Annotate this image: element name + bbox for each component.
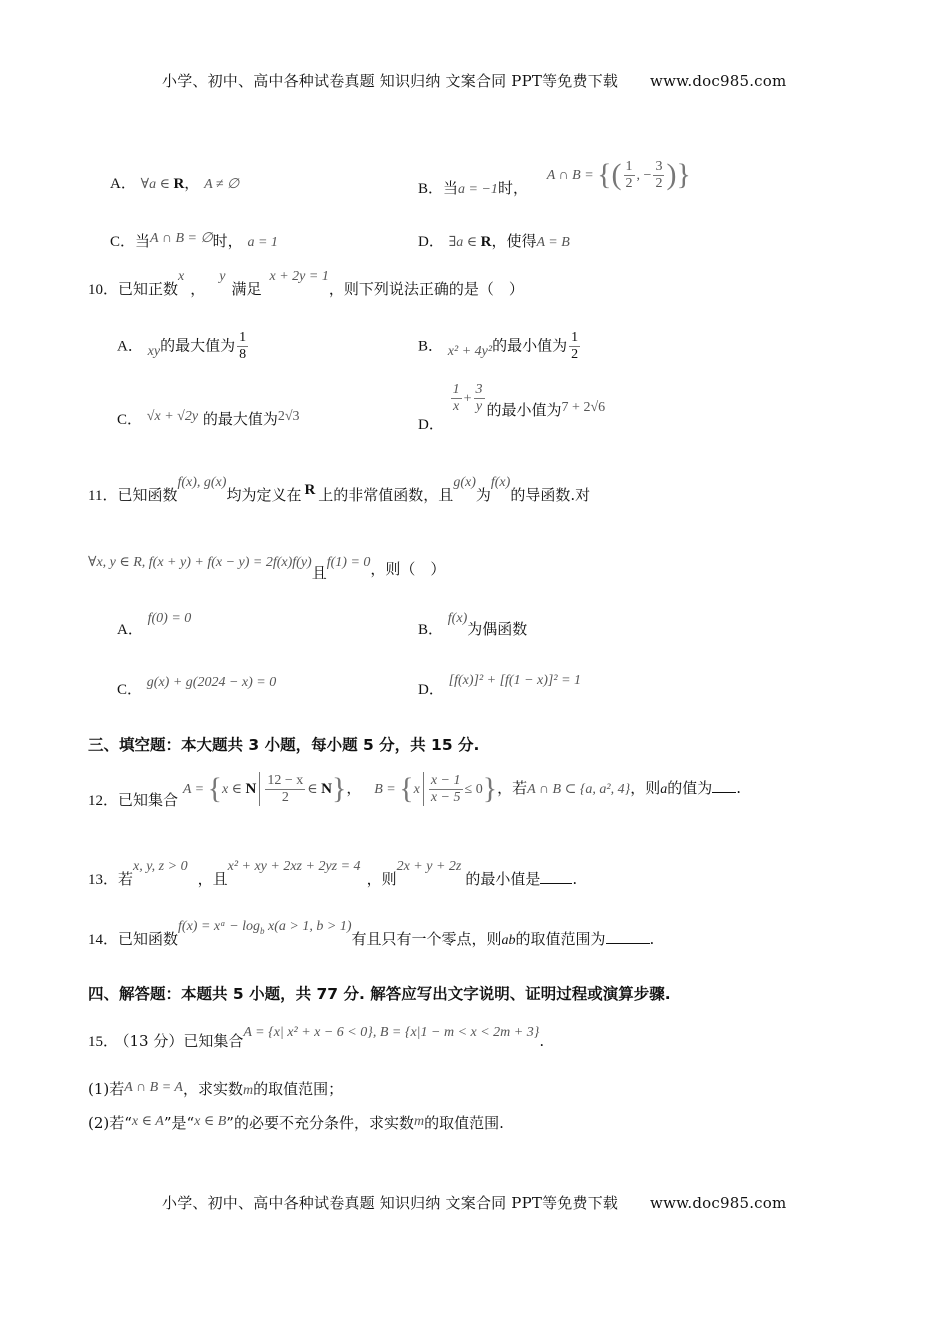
math-expr: ∃a ∈ xyxy=(448,235,481,250)
text: 上的非常值函数，且 xyxy=(318,486,454,504)
question-15-part-1 xyxy=(88,1078,343,1099)
page-header xyxy=(162,70,786,91)
text: 满足 xyxy=(231,280,262,298)
text: ，则 xyxy=(630,779,661,797)
option-label: D． xyxy=(418,234,444,250)
math-expr: y xyxy=(219,269,226,284)
frac-den: 2 xyxy=(571,347,579,362)
math-expr: x xyxy=(413,782,420,797)
text: ，则 xyxy=(366,870,397,888)
text: 的取值范围； xyxy=(253,1080,344,1098)
q9-option-a xyxy=(110,172,239,193)
text: ，且 xyxy=(197,870,228,888)
math-expr: f(1) = 0 xyxy=(326,555,371,570)
question-number: 13． xyxy=(88,872,119,888)
real-set-symbol: R xyxy=(173,176,185,192)
text: 若 xyxy=(118,870,134,888)
math-expr: x ∈ A xyxy=(131,1114,164,1129)
answer-blank[interactable] xyxy=(540,871,572,884)
q11-option-c xyxy=(117,675,277,699)
math-expr: f(x) = xᵃ − log xyxy=(178,919,261,934)
natural-set-symbol: N xyxy=(245,781,257,797)
math-expr: x, y, z > 0 xyxy=(133,859,188,874)
separator: ， xyxy=(184,174,200,192)
text: 时， xyxy=(212,232,243,250)
text: . xyxy=(736,779,742,797)
question-15-part-2 xyxy=(88,1112,504,1133)
text: 已知正数 xyxy=(118,280,179,298)
math-expr: x ∈ xyxy=(221,782,246,797)
option-label: C． xyxy=(110,234,136,250)
plus: + xyxy=(463,391,472,407)
text: ，若 xyxy=(497,779,528,797)
text: 的最大值为 xyxy=(160,336,236,355)
math-var: m xyxy=(242,1083,254,1098)
q9-option-d xyxy=(418,230,570,251)
real-set-symbol: R xyxy=(480,234,492,250)
math-expr: A ∩ B = xyxy=(546,168,598,183)
math-expr: A ∩ B ⊂ {a, a², 4} xyxy=(527,782,631,797)
option-label: A． xyxy=(110,176,136,192)
text: 的最小值是 xyxy=(465,870,541,888)
text: 时， xyxy=(497,179,528,197)
text: 为偶函数 xyxy=(467,620,528,638)
question-12: 12．已知集合 A = {x ∈ N $\frac{12 - x}{2}$ ∈ N}， B = {x $\frac{x - 1}{x - 5}$ ≤ 0}，若A ∩ B ⊂ {a, a², 4}，则a的值为 . xyxy=(88,772,742,809)
math-expr: x² + xy + 2xz + 2yz = 4 xyxy=(227,859,361,874)
question-11-line2 xyxy=(88,555,446,582)
question-number: 14． xyxy=(88,932,119,948)
math-expr: √x + √2y xyxy=(146,409,199,424)
frac-num: 1 xyxy=(239,330,247,345)
q11-option-d xyxy=(418,673,582,699)
option-label: D． xyxy=(418,682,444,698)
frac-num: x − 1 xyxy=(430,772,461,788)
text: . xyxy=(649,930,655,948)
text: 的导函数.对 xyxy=(510,486,591,504)
question-number: 12． xyxy=(88,793,119,809)
q9-option-b: B．当a = −1时， A ∩ B = {( $\frac{1}{2}$ , − $\frac{3}{2}$ )} xyxy=(418,158,691,197)
text: . xyxy=(572,870,578,888)
header-url: www.doc985.com xyxy=(650,72,787,90)
math-expr: ∈ xyxy=(307,782,322,797)
q10-option-c xyxy=(117,408,300,429)
page-footer xyxy=(162,1192,786,1213)
section-3-heading: 三、填空题：本大题共 3 小题，每小题 5 分，共 15 分. xyxy=(88,736,480,754)
text: 的最小值为 xyxy=(492,336,568,355)
math-expr: f(x) xyxy=(490,475,511,490)
math-expr: x + 2y = 1 xyxy=(269,269,329,284)
math-expr: x xyxy=(178,269,185,284)
frac-num: 1 xyxy=(571,330,579,345)
q11-option-a xyxy=(117,611,192,639)
math-expr: [f(x)]² + [f(1 − x)]² = 1 xyxy=(448,673,582,688)
math-expr: 2x + y + 2z xyxy=(396,859,462,874)
frac-num: 12 − x xyxy=(267,772,304,788)
text: ，使得 xyxy=(491,232,537,250)
text: （13 分）已知集合 xyxy=(122,1032,244,1050)
text: 且 xyxy=(311,564,327,582)
math-expr: ∀x, y ∈ R, f(x + y) + f(x − y) = 2f(x)f(y) xyxy=(88,555,312,570)
math-expr: A ≠ ∅ xyxy=(204,177,240,192)
frac-den: x − 5 xyxy=(430,789,461,805)
text: 已知集合 xyxy=(118,791,179,809)
option-label: C． xyxy=(117,412,143,428)
text: 的最小值为 xyxy=(486,400,562,419)
math-expr: g(x) xyxy=(453,475,476,490)
math-expr: ≤ 0 xyxy=(464,782,483,797)
header-text: 小学、初中、高中各种试卷真题 知识归纳 文案合同 PPT等免费下载 xyxy=(162,72,619,90)
text: 已知函数 xyxy=(117,486,178,504)
text: (1)若 xyxy=(88,1080,125,1098)
question-13 xyxy=(88,859,578,889)
math-var: ab xyxy=(501,933,516,948)
q10-option-b xyxy=(418,330,582,363)
footer-url: www.doc985.com xyxy=(650,1194,787,1212)
question-number: 15． xyxy=(88,1034,119,1050)
math-expr: a = −1 xyxy=(458,182,498,197)
answer-blank[interactable] xyxy=(712,780,736,793)
math-expr: ∀a ∈ xyxy=(140,177,174,192)
math-var: a xyxy=(660,782,668,797)
frac-den: 2 xyxy=(625,175,633,191)
text: ”的必要不充分条件，求实数 xyxy=(226,1114,414,1132)
text: 均为定义在 xyxy=(226,486,302,504)
math-expr: A = {x| x² + x − 6 < 0}, B = {x|1 − m < x < 2m + 3} xyxy=(243,1025,540,1040)
math-expr: 2√3 xyxy=(277,409,300,424)
frac-den: 8 xyxy=(239,347,247,362)
text: 的值为 xyxy=(667,779,713,797)
q11-option-b xyxy=(418,611,528,639)
math-expr: a = 1 xyxy=(247,235,278,250)
text: ， xyxy=(346,779,362,797)
section-4-heading: 四、解答题：本题共 5 小题，共 77 分. 解答应写出文字说明、证明过程或演算步骤. xyxy=(88,985,671,1003)
q9-option-c xyxy=(110,230,278,251)
frac-num: 3 xyxy=(475,382,483,397)
option-label: A． xyxy=(117,622,143,638)
math-expr: f(x) xyxy=(447,611,468,626)
text: . xyxy=(539,1032,545,1050)
frac-den: x xyxy=(453,399,460,414)
text: 的取值范围. xyxy=(424,1114,504,1132)
math-expr: x(a > 1, b > 1) xyxy=(264,919,352,934)
math-expr: x ∈ B xyxy=(194,1114,227,1129)
math-expr: A ∩ B = A xyxy=(124,1080,183,1095)
frac-num: 3 xyxy=(655,158,663,174)
question-number: 10． xyxy=(88,282,119,298)
question-11 xyxy=(88,475,591,505)
frac-num: 1 xyxy=(452,382,460,397)
option-label: B． xyxy=(418,338,444,355)
math-expr: 7 + 2√6 xyxy=(561,399,606,415)
math-expr: B = xyxy=(374,782,400,797)
option-label: B． xyxy=(418,181,444,197)
text: ，求实数 xyxy=(182,1080,243,1098)
real-set-symbol: R xyxy=(304,482,316,498)
question-14 xyxy=(88,919,655,950)
text: 当 xyxy=(135,232,151,250)
math-expr: x² + 4y² xyxy=(447,343,493,359)
text: 有且只有一个零点，则 xyxy=(351,930,502,948)
text: ， xyxy=(190,280,206,298)
footer-text: 小学、初中、高中各种试卷真题 知识归纳 文案合同 PPT等免费下载 xyxy=(162,1194,619,1212)
text: ，则下列说法正确的是（ ） xyxy=(328,280,524,298)
math-sub: b xyxy=(260,925,265,936)
q10-option-a xyxy=(117,330,250,363)
math-expr: f(0) = 0 xyxy=(147,611,192,626)
math-expr: A ∩ B = ∅ xyxy=(150,231,213,246)
math-expr: g(x) + g(2024 − x) = 0 xyxy=(146,675,277,690)
question-number: 11． xyxy=(88,488,118,504)
math-expr: f(x), g(x) xyxy=(177,475,227,490)
text: 的最大值为 xyxy=(202,410,278,428)
question-10 xyxy=(88,269,524,299)
answer-blank[interactable] xyxy=(606,931,650,944)
math-expr: xy xyxy=(147,343,161,359)
option-label: D． xyxy=(418,416,444,433)
text: ，则（ ） xyxy=(370,560,446,578)
text: 当 xyxy=(443,179,459,197)
q10-option-d xyxy=(418,382,606,433)
option-label: B． xyxy=(418,622,444,638)
frac-den: 2 xyxy=(281,789,289,805)
text: ”是“ xyxy=(163,1114,195,1132)
math-expr: A = xyxy=(182,782,208,797)
natural-set-symbol: N xyxy=(321,781,333,797)
frac-num: 1 xyxy=(625,158,633,174)
frac-den: y xyxy=(475,399,483,414)
option-label: C． xyxy=(117,682,143,698)
math-var: m xyxy=(413,1114,425,1129)
text: (2)若“ xyxy=(88,1114,132,1132)
math-expr: A = B xyxy=(536,235,570,250)
question-15 xyxy=(88,1025,545,1051)
text: 的取值范围为 xyxy=(515,930,606,948)
text: 为 xyxy=(475,486,491,504)
option-label: A． xyxy=(117,338,143,355)
frac-den: 2 xyxy=(655,175,663,191)
text: 已知函数 xyxy=(118,930,179,948)
